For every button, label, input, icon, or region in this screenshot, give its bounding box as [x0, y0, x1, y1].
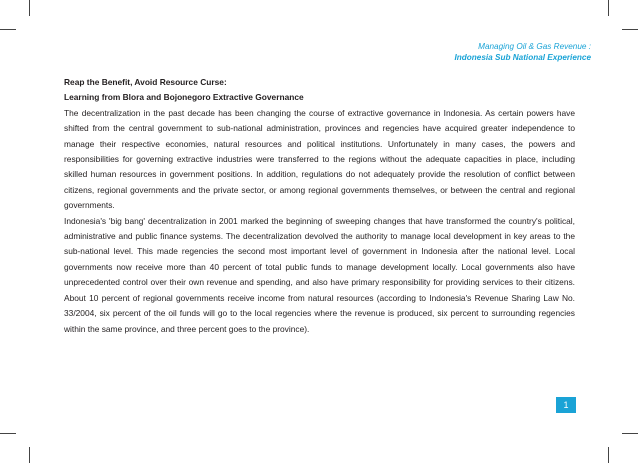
page-number: 1	[556, 397, 576, 413]
section-title-line-2: Learning from Blora and Bojonegoro Extractive Governance	[64, 92, 304, 103]
crop-mark	[29, 447, 30, 463]
crop-mark	[0, 433, 16, 434]
crop-mark	[622, 433, 638, 434]
paragraph-2: Indonesia's 'big bang' decentralization in 2001 marked the beginning of sweeping changes that have transformed the country's political, administrative and public finance systems. The decentralization devolved the authority to manage local development in key areas to the sub-national level. This made regencies the second most important level of government in Indonesia after the national level. Local governments now receive more than 40 percent of total public funds to manage development locally. Local governments also have unprecedented control over their own revenue and spending, and also have primary responsibility for providing services to their citizens. About 10 percent of regional governments receive income from natural resources (according to Indonesia's Revenue Sharing Law No. 33/2004, six percent of the oil funds will go to the local regencies where the revenue is produced, six percent to surrounding regencies within the same province, and three percent goes to the province).	[64, 215, 575, 334]
paragraph-1: The decentralization in the past decade has been changing the course of extractive governance in Indonesia. As certain powers have shifted from the central government to sub-national administration, provinces and regencies have acquired greater independence to manage their respective economies, natural resources and political institutions. Unfortunately in many cases, the powers and responsibilities for governing extractive industries were transferred to the regions without the adequate capacities in place, including skilled human resources in government positions. In addition, regulations do not adequately provide the resolution of conflict between citizens, regional governments and the private sector, or among regional governments themselves, or between the central and regional governments.	[64, 107, 575, 211]
crop-mark	[29, 0, 30, 16]
section-title-line-1: Reap the Benefit, Avoid Resource Curse:	[64, 77, 227, 87]
crop-mark	[622, 29, 638, 30]
header-line-2: Indonesia Sub National Experience	[454, 53, 591, 62]
page-content	[64, 75, 575, 337]
crop-mark	[608, 0, 609, 16]
crop-mark	[608, 447, 609, 463]
running-header	[455, 41, 592, 63]
crop-mark	[0, 29, 16, 30]
header-line-1: Managing Oil & Gas Revenue :	[478, 42, 591, 51]
